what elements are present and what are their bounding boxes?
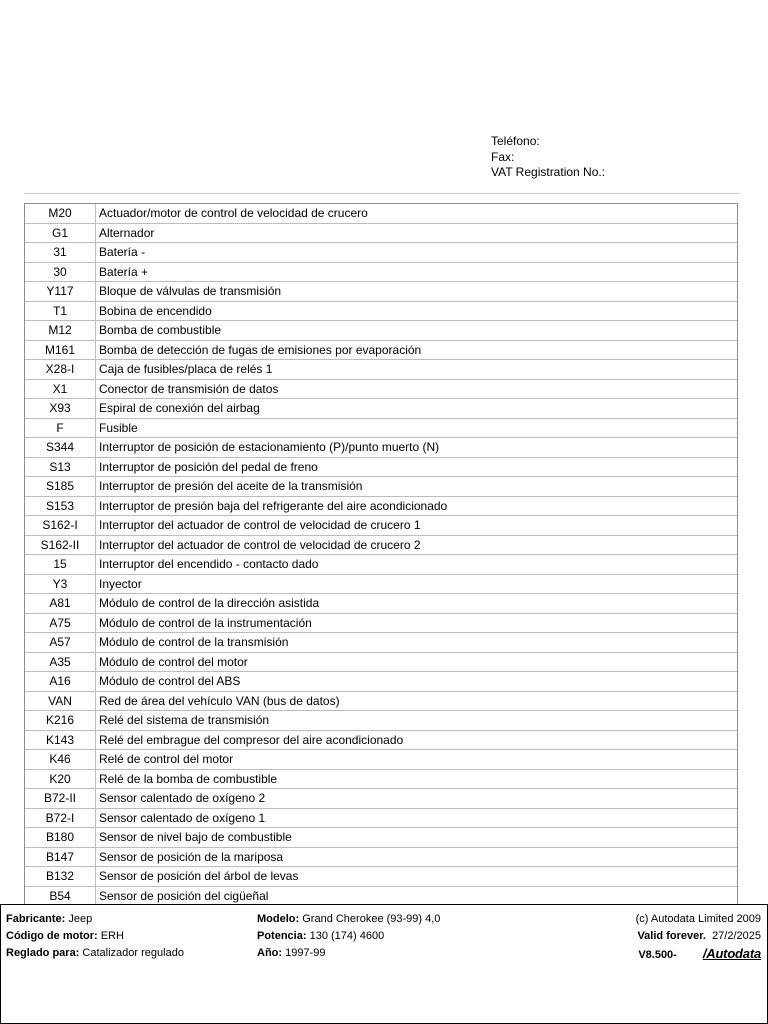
manufacturer-label: Fabricante: [6, 913, 66, 925]
component-description: Interruptor del actuador de control de velocidad de crucero 1 [96, 516, 738, 536]
component-code: B72-II [25, 789, 96, 809]
component-code: S185 [25, 477, 96, 497]
component-code: K20 [25, 769, 96, 789]
component-code: B72-I [25, 808, 96, 828]
table-row [25, 828, 737, 848]
component-description: Inyector [96, 574, 738, 594]
component-code: X28-I [25, 360, 96, 380]
table-row [25, 789, 737, 809]
model-label: Modelo: [257, 913, 300, 925]
component-code: Y3 [25, 574, 96, 594]
table-row [25, 711, 737, 731]
component-description: Interruptor de posición del pedal de freno [96, 457, 738, 477]
component-description: Bobina de encendido [96, 301, 738, 321]
tuned-for-row [6, 945, 184, 962]
component-description: Interruptor de posición de estacionamiento (P)/punto muerto (N) [96, 438, 738, 458]
manufacturer-row [6, 911, 184, 928]
power-value: 130 (174) 4600 [309, 930, 385, 942]
year-row [257, 945, 440, 962]
component-description: Batería - [96, 243, 738, 263]
table-row [25, 282, 737, 302]
component-code: B180 [25, 828, 96, 848]
table-row [25, 496, 737, 516]
validity-date: 27/2/2025 [712, 930, 761, 942]
component-description: Interruptor del encendido - contacto dado [96, 555, 738, 575]
component-description: Bomba de detección de fugas de emisiones por evaporación [96, 340, 738, 360]
component-description: Relé del sistema de transmisión [96, 711, 738, 731]
component-code: S162-I [25, 516, 96, 536]
table-row [25, 808, 737, 828]
tuned-for-label: Reglado para: [6, 947, 80, 959]
table-row [25, 847, 737, 867]
table-row [25, 399, 737, 419]
table-row [25, 886, 737, 904]
component-code: M20 [25, 204, 96, 223]
model-value: Grand Cherokee (93-99) 4,0 [302, 913, 441, 925]
component-description: Interruptor de presión del aceite de la transmisión [96, 477, 738, 497]
component-code: K143 [25, 730, 96, 750]
component-description: Sensor calentado de oxígeno 2 [96, 789, 738, 809]
tuned-for-value: Catalizador regulado [82, 947, 184, 959]
version-row [636, 945, 761, 964]
component-description: Espiral de conexión del airbag [96, 399, 738, 419]
table-row [25, 223, 737, 243]
table-row [25, 301, 737, 321]
footer [0, 904, 768, 1024]
component-code: S13 [25, 457, 96, 477]
component-code: S162-II [25, 535, 96, 555]
component-description: Módulo de control del motor [96, 652, 738, 672]
table-row [25, 516, 737, 536]
component-code: 30 [25, 262, 96, 282]
table-row [25, 594, 737, 614]
autodata-logo: /Autodata [702, 946, 761, 961]
component-code: Y117 [25, 282, 96, 302]
table-row [25, 340, 737, 360]
power-row [257, 928, 440, 945]
model-row [257, 911, 440, 928]
component-code: B147 [25, 847, 96, 867]
component-code: G1 [25, 223, 96, 243]
component-legend-table [24, 203, 738, 904]
validity-row [636, 928, 761, 945]
component-description: Relé de la bomba de combustible [96, 769, 738, 789]
table-row [25, 321, 737, 341]
component-description: Red de área del vehículo VAN (bus de datos) [96, 691, 738, 711]
table-row [25, 769, 737, 789]
table-row [25, 730, 737, 750]
component-description: Módulo de control de la dirección asistida [96, 594, 738, 614]
component-description: Módulo de control de la instrumentación [96, 613, 738, 633]
component-code: X1 [25, 379, 96, 399]
phone-label: Teléfono: [491, 134, 540, 148]
table-row [25, 204, 737, 223]
table-row [25, 379, 737, 399]
component-description: Módulo de control de la transmisión [96, 633, 738, 653]
engine-code-row [6, 928, 184, 945]
table-row [25, 613, 737, 633]
fax-label: Fax: [491, 149, 515, 164]
engine-code-value: ERH [100, 930, 124, 942]
component-code: A75 [25, 613, 96, 633]
component-description: Interruptor de presión baja del refrigerante del aire acondicionado [96, 496, 738, 516]
table-row [25, 243, 737, 263]
vat-label: VAT Registration No.: [491, 165, 606, 179]
component-description: Alternador [96, 223, 738, 243]
component-description: Sensor de posición de la mariposa [96, 847, 738, 867]
table-row [25, 633, 737, 653]
table-row [25, 652, 737, 672]
component-description: Relé del embrague del compresor del aire acondicionado [96, 730, 738, 750]
divider [24, 193, 740, 194]
component-description: Interruptor del actuador de control de velocidad de crucero 2 [96, 535, 738, 555]
footer-model-info [257, 911, 440, 962]
table-row [25, 555, 737, 575]
table-row [25, 867, 737, 887]
component-code: K46 [25, 750, 96, 770]
validity-label: Valid forever. [637, 930, 706, 942]
year-label: Año: [257, 947, 283, 959]
footer-vehicle-info [6, 911, 184, 962]
component-code: A35 [25, 652, 96, 672]
component-description: Actuador/motor de control de velocidad de crucero [96, 204, 738, 223]
component-code: 31 [25, 243, 96, 263]
table-row [25, 262, 737, 282]
component-code: S153 [25, 496, 96, 516]
table-row [25, 418, 737, 438]
table-row [25, 750, 737, 770]
component-description: Bloque de válvulas de transmisión [96, 282, 738, 302]
table-row [25, 691, 737, 711]
version-text: V8.500- [638, 949, 677, 961]
footer-publisher-info [636, 911, 761, 964]
component-code: M12 [25, 321, 96, 341]
table-row [25, 672, 737, 692]
component-code: VAN [25, 691, 96, 711]
component-description: Bomba de combustible [96, 321, 738, 341]
component-description: Relé de control del motor [96, 750, 738, 770]
engine-code-label: Código de motor: [6, 930, 98, 942]
component-code: A16 [25, 672, 96, 692]
component-description: Sensor de nivel bajo de combustible [96, 828, 738, 848]
component-code: 15 [25, 555, 96, 575]
component-description: Sensor de posición del árbol de levas [96, 867, 738, 887]
component-code: M161 [25, 340, 96, 360]
component-description: Conector de transmisión de datos [96, 379, 738, 399]
component-description: Fusible [96, 418, 738, 438]
component-description: Sensor calentado de oxígeno 1 [96, 808, 738, 828]
component-description: Módulo de control del ABS [96, 672, 738, 692]
component-description: Caja de fusibles/placa de relés 1 [96, 360, 738, 380]
component-code: A57 [25, 633, 96, 653]
component-description: Sensor de posición del cigüeñal [96, 886, 738, 904]
table-row [25, 477, 737, 497]
component-legend-body [25, 204, 737, 904]
contact-block [491, 134, 605, 181]
component-code: X93 [25, 399, 96, 419]
component-code: K216 [25, 711, 96, 731]
component-code: T1 [25, 301, 96, 321]
year-value: 1997-99 [285, 947, 326, 959]
table-row [25, 457, 737, 477]
table-row [25, 535, 737, 555]
component-code: A81 [25, 594, 96, 614]
table-row [25, 438, 737, 458]
component-code: B54 [25, 886, 96, 904]
component-code: B132 [25, 867, 96, 887]
manufacturer-value: Jeep [68, 913, 93, 925]
table-row [25, 360, 737, 380]
component-code: F [25, 418, 96, 438]
copyright-text: (c) Autodata Limited 2009 [635, 913, 761, 925]
component-code: S344 [25, 438, 96, 458]
table-row [25, 574, 737, 594]
power-label: Potencia: [257, 930, 307, 942]
component-description: Batería + [96, 262, 738, 282]
